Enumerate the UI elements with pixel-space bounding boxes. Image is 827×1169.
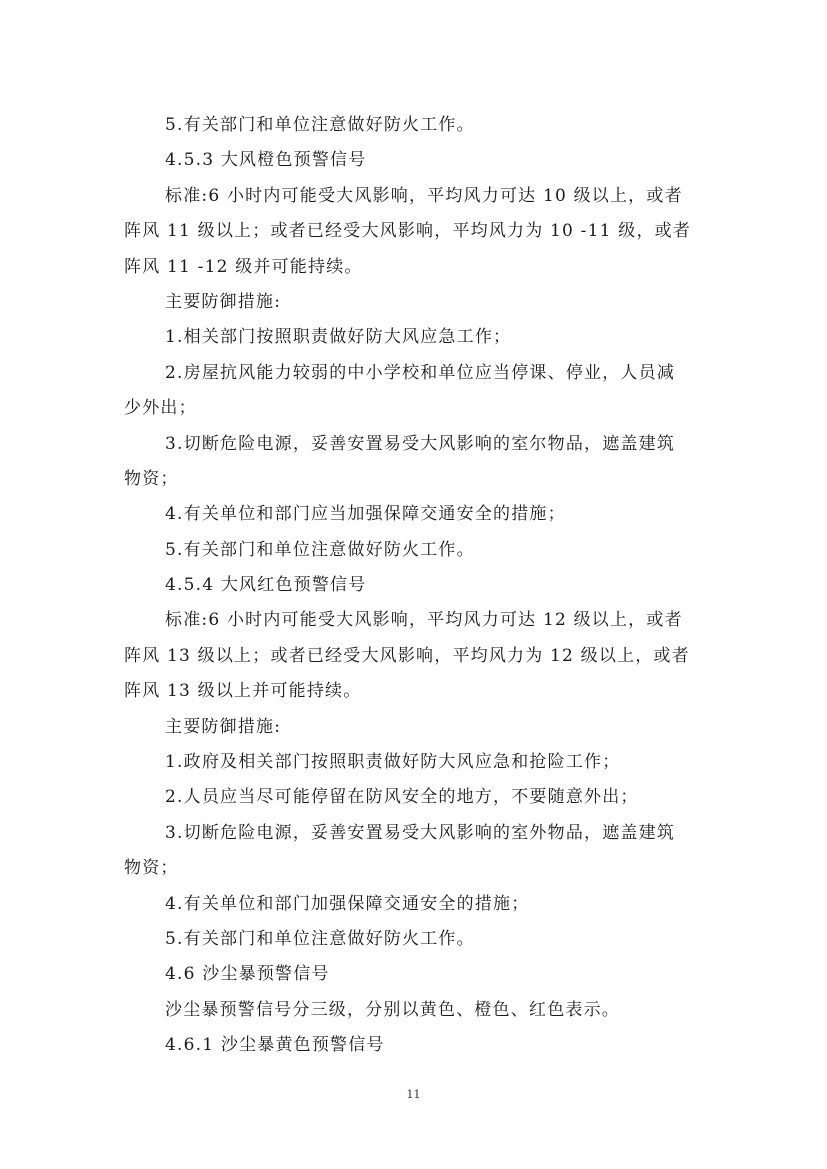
list-item: 5.有关部门和单位注意做好防火工作。 [165,928,475,949]
section-heading: 4.6 沙尘暴预警信号 [165,964,330,985]
text-line: 阵风 13 级以上；或者已经受大风影响，平均风力为 12 级以上，或者 [124,645,690,666]
document-body [124,108,702,1064]
text-line: 标准:6 小时内可能受大风影响，平均风力可达 12 级以上，或者 [165,610,683,631]
text-line: 少外出； [124,398,197,419]
list-item: 1.政府及相关部门按照职责做好防大风应急和抢险工作； [165,752,621,773]
list-item: 4.有关单位和部门应当加强保障交通安全的措施； [165,504,566,525]
list-item: 3.切断危险电源，妥善安置易受大风影响的室外物品，遮盖建筑 [165,822,676,843]
section-heading: 4.5.3 大风橙色预警信号 [165,150,367,171]
text-line: 阵风 11 级以上；或者已经受大风影响，平均风力为 10 -11 级，或者 [124,221,692,242]
list-item: 3.切断危险电源，妥善安置易受大风影响的室尔物品，遮盖建筑 [165,433,676,454]
list-item: 4.有关单位和部门加强保障交通安全的措施； [165,893,530,914]
list-item: 5.有关部门和单位注意做好防火工作。 [165,539,475,560]
text-line: 阵风 13 级以上并可能持续。 [124,681,362,702]
measures-heading: 主要防御措施: [165,291,282,312]
text-line: 沙尘暴预警信号分三级，分别以黄色、橙色、红色表示。 [165,999,620,1020]
list-item: 2.房屋抗风能力较弱的中小学校和单位应当停课、停业，人员减 [165,362,676,383]
page-number: 11 [406,1088,421,1101]
text-line: 物资； [124,468,179,489]
text-line: 物资； [124,858,179,879]
text-line: 阵风 11 -12 级并可能持续。 [124,256,363,277]
measures-heading: 主要防御措施: [165,716,282,737]
text-line: 标准:6 小时内可能受大风影响，平均风力可达 10 级以上，或者 [165,185,683,206]
text-line: 5.有关部门和单位注意做好防火工作。 [165,115,475,135]
list-item: 2.人员应当尽可能停留在防风安全的地方，不要随意外出； [165,787,639,808]
list-item: 1.相关部门按照职责做好防大风应急工作； [165,327,512,348]
section-heading: 4.6.1 沙尘暴黄色预警信号 [165,1035,385,1056]
section-heading: 4.5.4 大风红色预警信号 [165,575,367,596]
